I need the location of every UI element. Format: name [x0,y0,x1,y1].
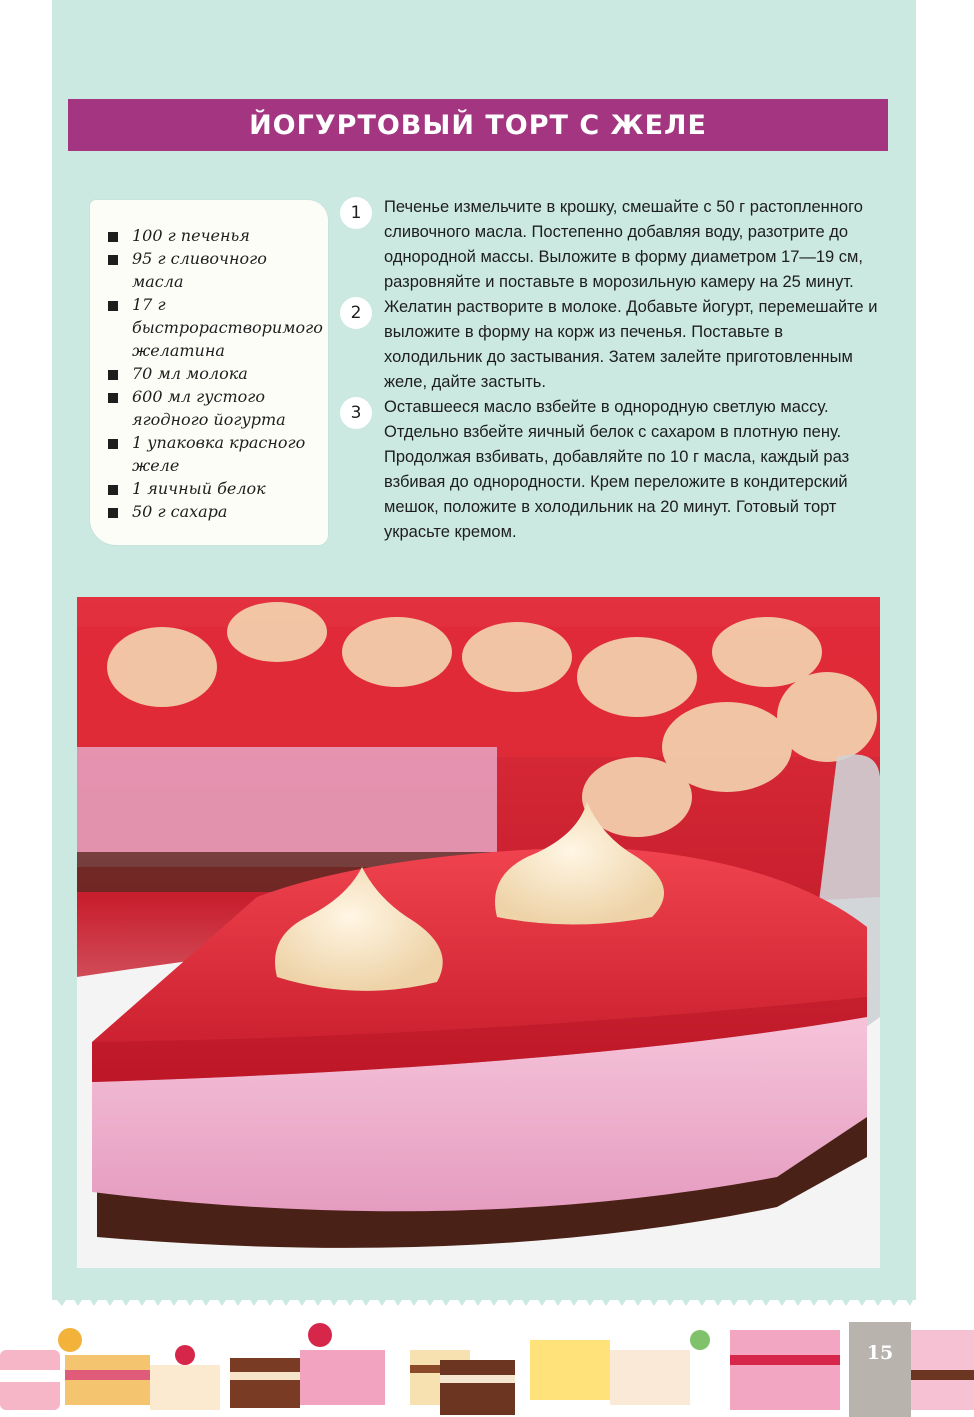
ingredient-item: 600 мл густого ягодного йогурта [108,385,318,431]
step-number-badge: 2 [340,297,372,329]
step-number-badge: 3 [340,397,372,429]
cake-photo [77,597,880,1268]
bullet-icon [108,370,118,380]
recipe-title: ЙОГУРТОВЫЙ ТОРТ С ЖЕЛЕ [249,109,707,141]
page-number-box [849,1322,911,1417]
steps-list [340,195,885,545]
step-text: Печенье измельчите в крошку, смешайте с 50 г растопленного сливочного масла. Постепенно добавляя воду, разотрите до однородной массы. Выложите в форму диаметром 17—19 см, разровняйте и поставьте в морозильную камеру на 25 минут. [384,198,863,291]
cake-slice-illustration [77,597,880,1268]
step-number-badge: 1 [340,197,372,229]
ingredients-card [90,200,328,545]
ingredient-item: 100 г печенья [108,224,318,247]
ingredient-item: 17 г быстрорастворимого желатина [108,293,318,362]
ingredient-item: 50 г сахара [108,500,318,523]
step-2 [340,295,885,395]
bullet-icon [108,508,118,518]
step-3 [340,395,885,545]
bullet-icon [108,485,118,495]
title-banner [68,99,888,151]
bullet-icon [108,301,118,311]
ingredient-item: 1 яичный белок [108,477,318,500]
ingredient-item: 95 г сливочного масла [108,247,318,293]
bullet-icon [108,393,118,403]
ingredients-list [108,224,323,523]
dessert-border-illustration [0,1310,974,1417]
dessert-border [0,1310,974,1417]
bullet-icon [108,232,118,242]
ingredient-item: 1 упаковка красного желе [108,431,318,477]
step-1 [340,195,885,295]
step-text: Оставшееся масло взбейте в однородную светлую массу. Отдельно взбейте яичный белок с сахаром в плотную пену. Продолжая взбивать, добавляйте по 10 г масла, каждый раз взбивая до однородности. Крем переложите в кондитерский мешок, положите в холодильник на 20 минут. Готовый торт украсьте кремом. [384,398,850,541]
ingredient-item: 70 мл молока [108,362,318,385]
step-text: Желатин растворите в молоке. Добавьте йогурт, перемешайте и выложите в форму на корж из печенья. Поставьте в холодильник до застывания. Затем залейте приготовленным желе, дайте застыть. [384,298,878,391]
page-number: 15 [866,1342,894,1364]
bullet-icon [108,439,118,449]
bullet-icon [108,255,118,265]
